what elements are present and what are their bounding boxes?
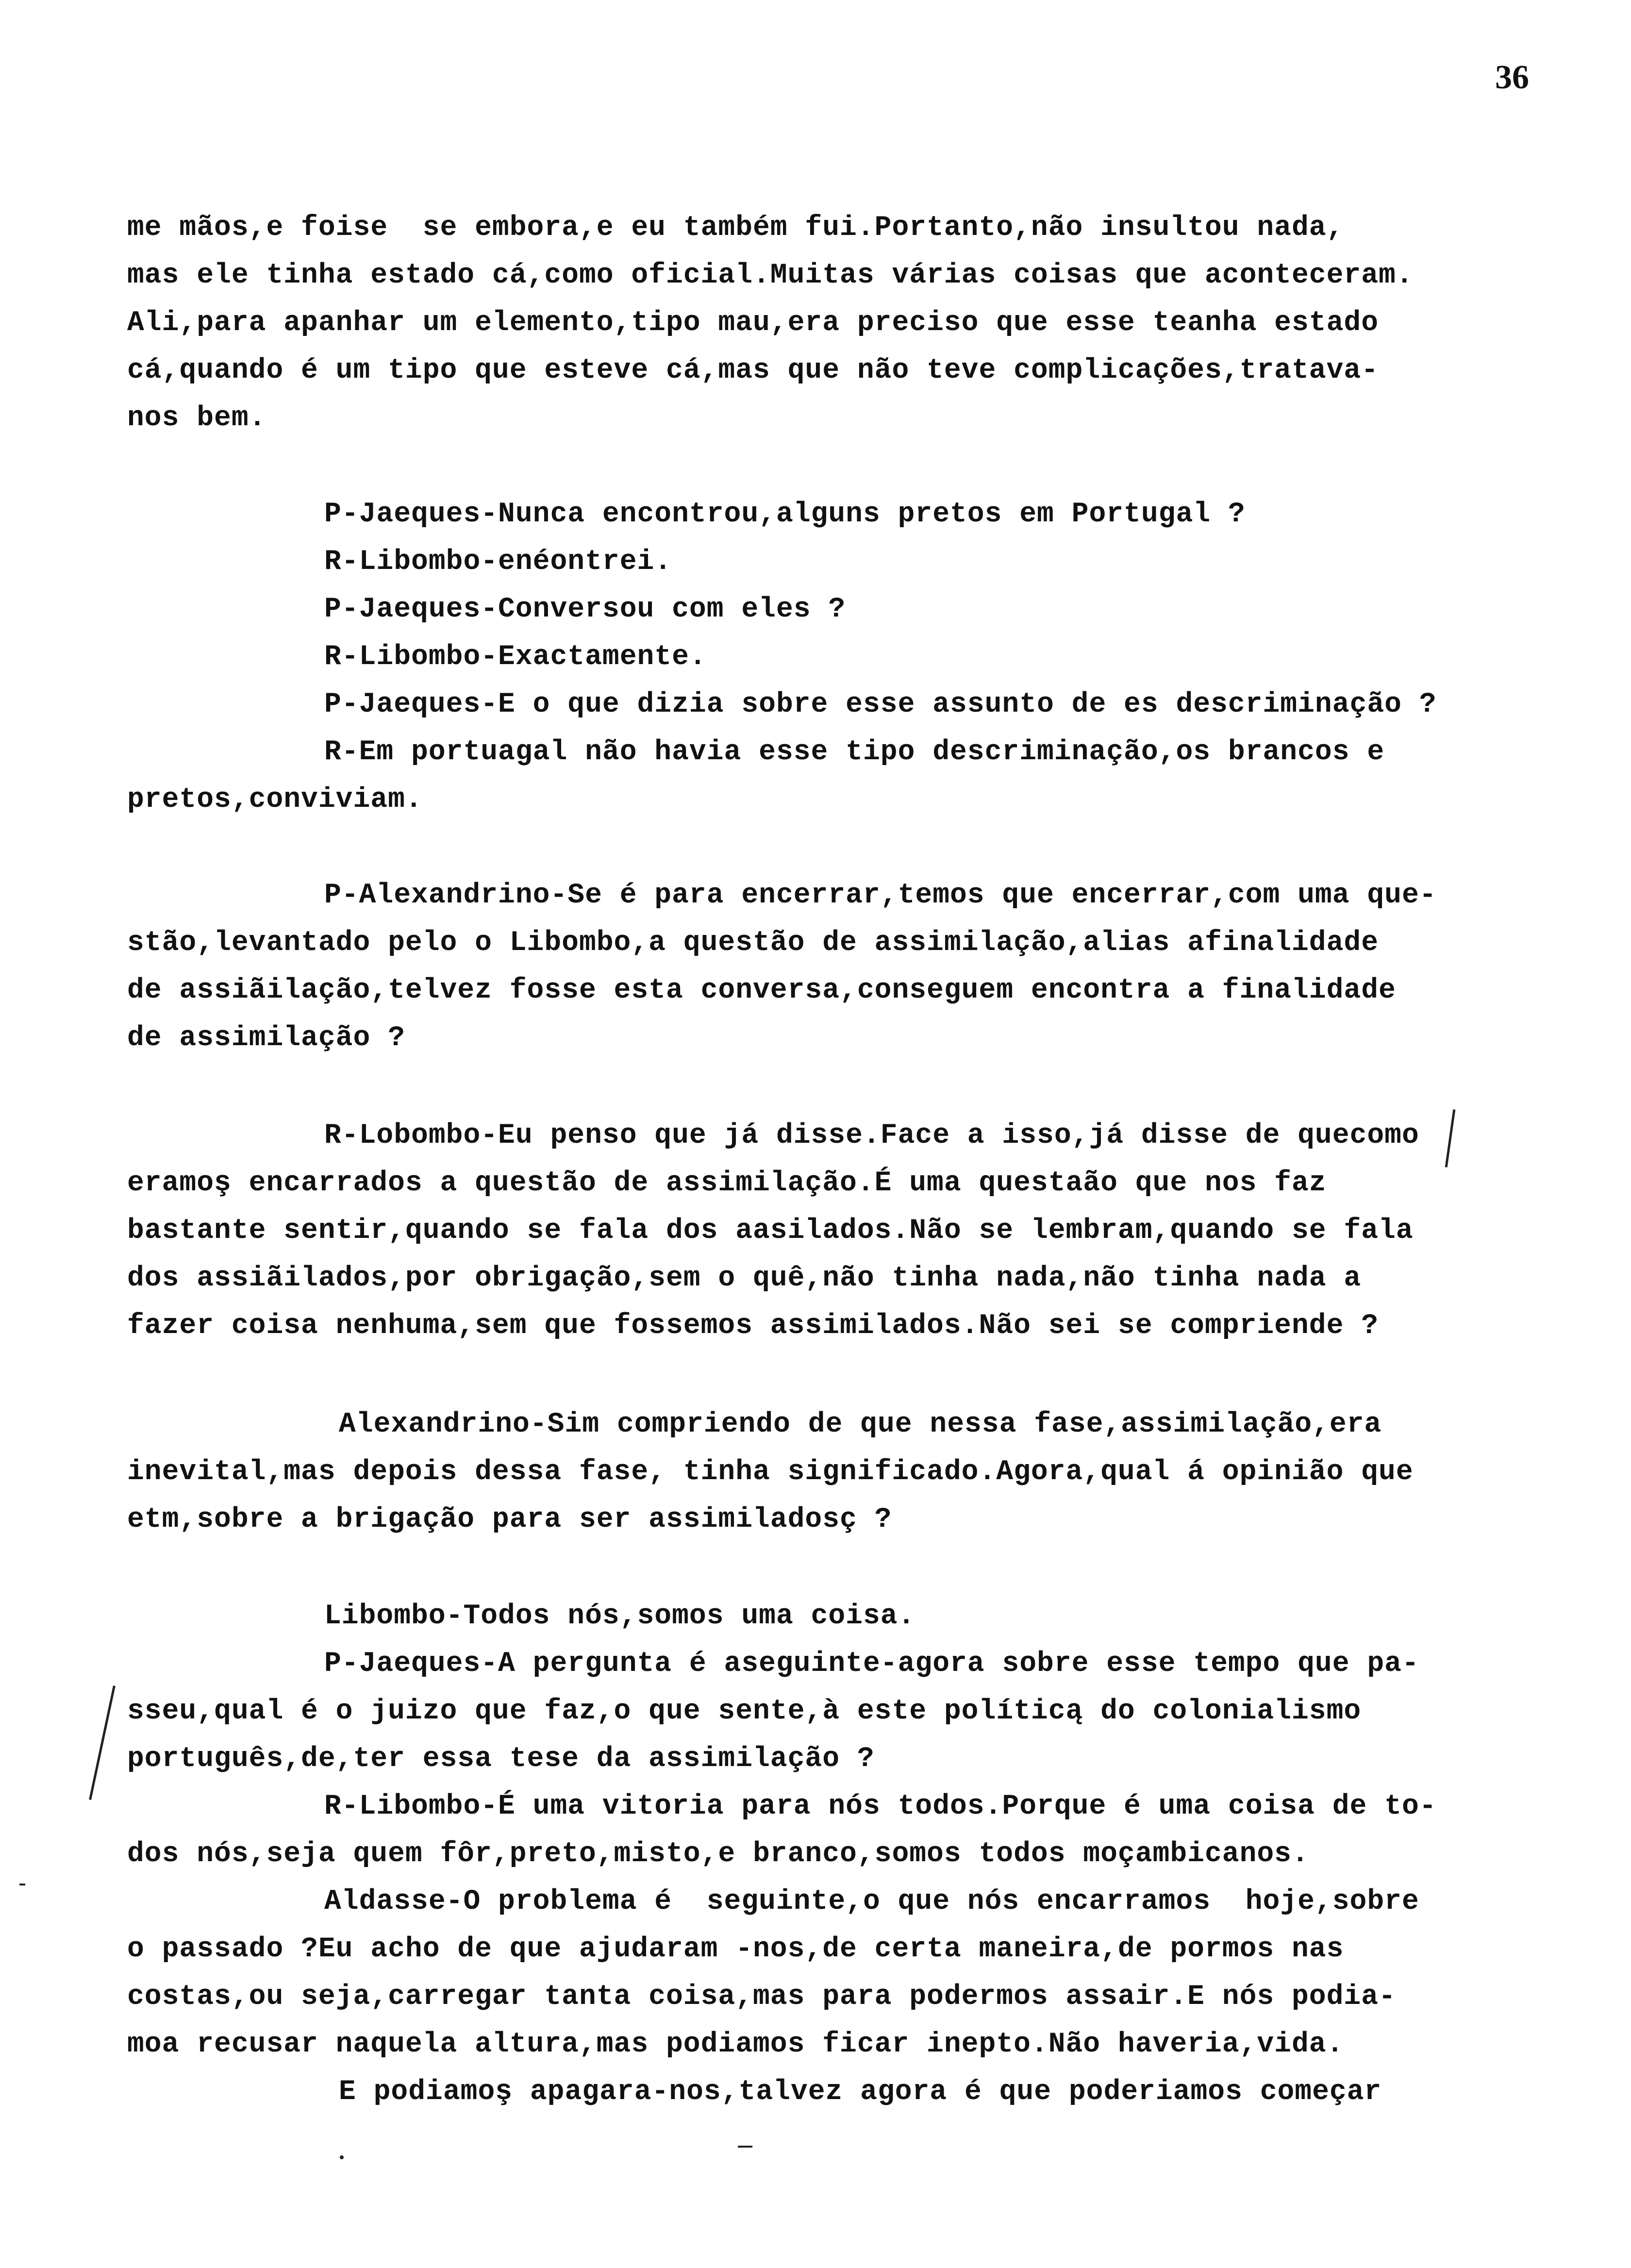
- text-line: costas,ou seja,carregar tanta coisa,mas para podermos assair.E nós podia-: [127, 1981, 1396, 2013]
- text-line: P-Jaeques-Nunca encontrou,alguns pretos em Portugal ?: [324, 499, 1246, 530]
- text-line: R-Libombo-enéontrei.: [324, 546, 672, 578]
- text-line: moa recusar naquela altura,mas podiamos ficar inepto.Não haveria,vida.: [127, 2029, 1344, 2060]
- text-line: Ali,para apanhar um elemento,tipo mau,era preciso que esse teanha estado: [127, 307, 1379, 339]
- insertion-mark: [1445, 1109, 1456, 1167]
- text-line: Libombo-Todos nós,somos uma coisa.: [324, 1601, 915, 1632]
- text-line: dos nós,seja quem fôr,preto,misto,e branco,somos todos moçambicanos.: [127, 1838, 1309, 1870]
- text-line: eramoş encarrados a questão de assimilação.É uma questaão que nos faz: [127, 1167, 1327, 1199]
- text-line: R-Libombo-Exactamente.: [324, 641, 707, 673]
- text-line: sseu,qual é o juizo que faz,o que sente,à este políticą do colonialismo: [127, 1696, 1362, 1727]
- margin-pen-stroke: [89, 1685, 116, 1800]
- text-line: pretos,conviviam.: [127, 784, 423, 816]
- text-line: inevital,mas depois dessa fase, tinha significado.Agora,qual á opinião que: [127, 1456, 1414, 1488]
- text-line: me mãos,e foise se embora,e eu também fui.Portanto,não insultou nada,: [127, 212, 1344, 244]
- text-line: nos bem.: [127, 402, 266, 434]
- text-line: cá,quando é um tipo que esteve cá,mas que não teve complicações,tratava-: [127, 355, 1379, 386]
- text-line: de assimilação ?: [127, 1022, 405, 1054]
- text-line: etm,sobre a brigação para ser assimiladosç ?: [127, 1504, 892, 1535]
- text-line: fazer coisa nenhuma,sem que fossemos assimilados.Não sei se compriende ?: [127, 1310, 1379, 1342]
- text-line: P-Jaeques-Conversou com eles ?: [324, 594, 846, 625]
- text-line: Aldasse-O problema é seguinte,o que nós encarramos hoje,sobre: [324, 1886, 1419, 1918]
- text-line: mas ele tinha estado cá,como oficial.Muitas várias coisas que aconteceram.: [127, 260, 1414, 291]
- text-line: bastante sentir,quando se fala dos aasilados.Não se lembram,quando se fala: [127, 1215, 1414, 1247]
- text-line: R-Em portuagal não havia esse tipo descriminação,os brancos e: [324, 736, 1385, 768]
- text-line: P-Jaeques-E o que dizia sobre esse assunto de es descriminação ?: [324, 689, 1437, 720]
- text-line: R-Libombo-É uma vitoria para nós todos.Porque é uma coisa de to-: [324, 1791, 1437, 1822]
- scan-speck: [19, 1884, 25, 1885]
- page-number: 36: [1495, 59, 1529, 96]
- text-line: R-Lobombo-Eu penso que já disse.Face a isso,já disse de quecomo: [324, 1120, 1419, 1151]
- scan-speck: [738, 2146, 752, 2148]
- text-line: dos assiãilados,por obrigação,sem o quê,não tinha nada,não tinha nada a: [127, 1263, 1362, 1294]
- text-line: português,de,ter essa tese da assimilação ?: [127, 1743, 875, 1775]
- text-line: o passado ?Eu acho de que ajudaram -nos,de certa maneira,de pormos nas: [127, 1934, 1344, 1965]
- text-line: de assiãilação,telvez fosse esta conversa,conseguem encontra a finalidade: [127, 975, 1396, 1006]
- text-line: P-Alexandrino-Se é para encerrar,temos que encerrar,com uma que-: [324, 880, 1437, 911]
- text-line: stão,levantado pelo o Libombo,a questão de assimilação,alias afinalidade: [127, 927, 1379, 959]
- text-line: Alexandrino-Sim compriendo de que nessa fase,assimilação,era: [339, 1409, 1382, 1440]
- text-line: E podiamoş apagara-nos,talvez agora é que poderiamos começar: [339, 2076, 1382, 2108]
- scan-speck: [340, 2155, 344, 2159]
- text-line: P-Jaeques-A pergunta é aseguinte-agora sobre esse tempo que pa-: [324, 1648, 1419, 1680]
